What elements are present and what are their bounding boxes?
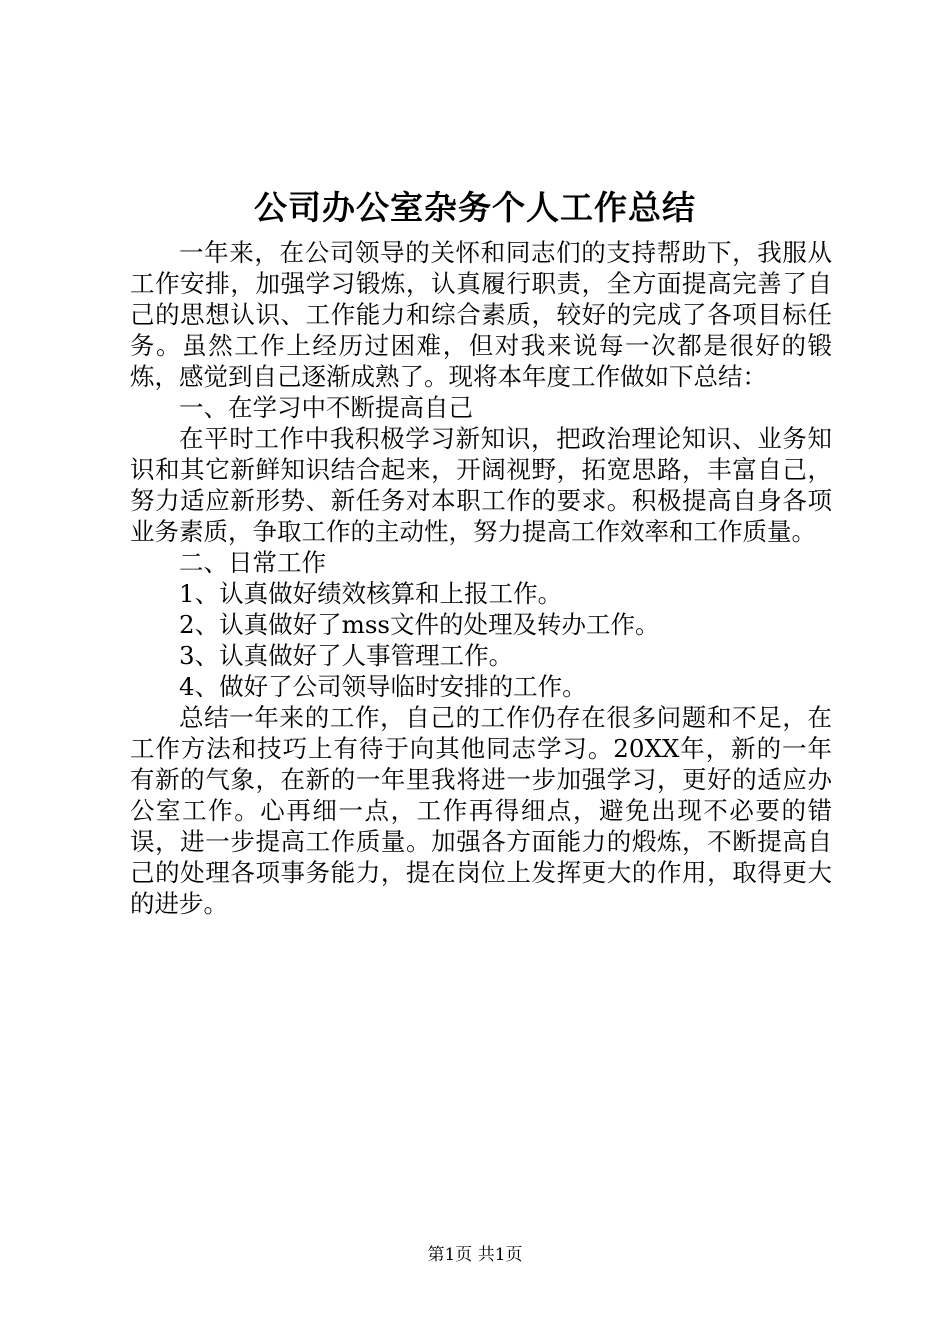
paragraph-conclusion: 总结一年来的工作，自己的工作仍存在很多问题和不足，在工作方法和技巧上有待于向其他同志学习。20XX年，新的一年有新的气象，在新的一年里我将进一步加强学习，更好的适应办公室工作。心再细一点，工作再得细点，避免出现不必要的错误，进一步提高工作质量。加强各方面能力的煅炼，不断提高自己的处理各项事务能力，提在岗位上发挥更大的作用，取得更大的进步。	[130, 703, 832, 918]
page-number-footer: 第1页 共1页	[427, 1245, 523, 1265]
document-title: 公司办公室杂务个人工作总结	[254, 188, 696, 227]
paragraph-intro: 一年来，在公司领导的关怀和同志们的支持帮助下，我服从工作安排，加强学习锻炼，认真履行职责，全方面提高完善了自己的思想认识、工作能力和综合素质，较好的完成了各项目标任务。虽然工作上经历过困难，但对我来说每一次都是很好的锻炼，感觉到自己逐渐成熟了。现将本年度工作做如下总结：	[130, 238, 832, 391]
section-heading-study: 一、在学习中不断提高自己	[179, 393, 473, 422]
paragraph-study: 在平时工作中我积极学习新知识，把政治理论知识、业务知识和其它新鲜知识结合起来，开阔视野，拓宽思路，丰富自己，努力适应新形势、新任务对本职工作的要求。积极提高自身各项业务素质，争取工作的主动性，努力提高工作效率和工作质量。	[130, 424, 832, 546]
list-item-1: 1、认真做好绩效核算和上报工作。	[179, 579, 563, 608]
document-body	[130, 237, 832, 919]
list-item-2: 2、认真做好了mss文件的处理及转办工作。	[179, 610, 660, 639]
list-item-4: 4、做好了公司领导临时安排的工作。	[179, 672, 587, 701]
list-item-3: 3、认真做好了人事管理工作。	[179, 641, 514, 670]
section-heading-daily-work: 二、日常工作	[179, 548, 326, 577]
